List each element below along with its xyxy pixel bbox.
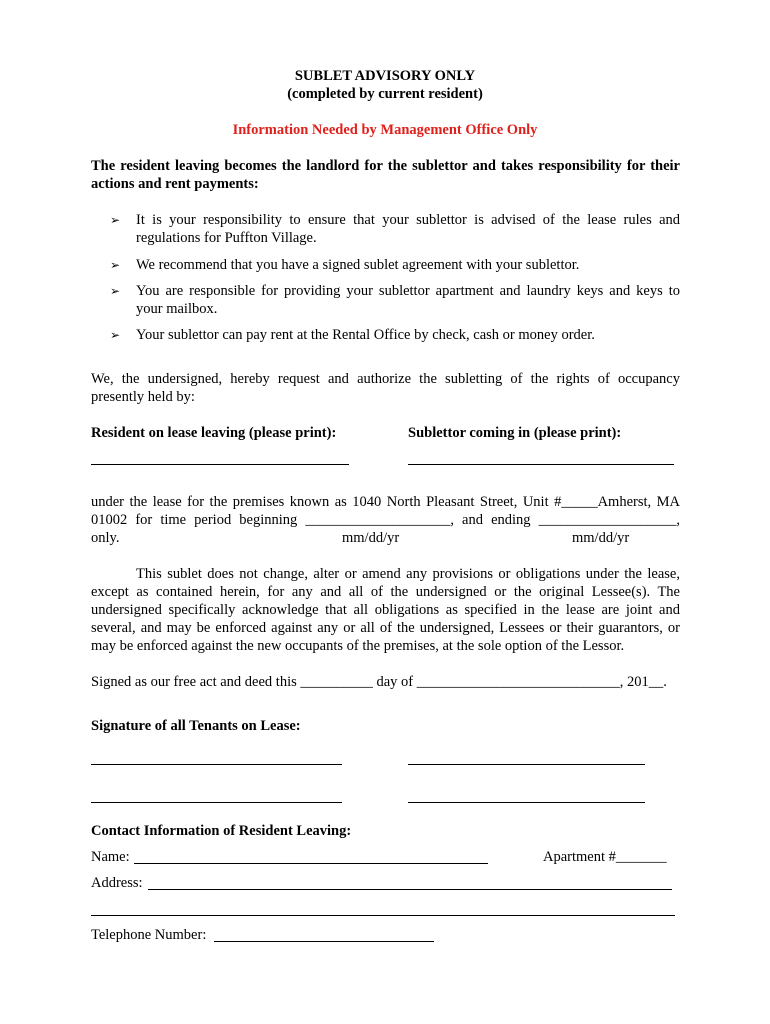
tenant-signature-field-1[interactable] — [91, 764, 342, 765]
premises-line-3: only. — [91, 530, 120, 546]
bullet-arrow-icon: ➢ — [110, 328, 121, 342]
start-date-hint: mm/dd/yr — [342, 530, 400, 546]
tenant-signature-field-4[interactable] — [408, 802, 645, 803]
telephone-label: Telephone Number: — [91, 927, 207, 943]
tenant-signature-field-2[interactable] — [408, 764, 645, 765]
address-label: Address: — [91, 875, 143, 891]
bullet-arrow-icon: ➢ — [110, 284, 121, 298]
office-notice: Information Needed by Management Office Only — [232, 122, 538, 138]
sublettor-name-field[interactable] — [408, 464, 674, 465]
terms-line-4: several, and may be enforced against any or all of the undersigned, Lessees or their guarantors, or — [91, 620, 680, 636]
page-subtitle: (completed by current resident) — [287, 86, 483, 102]
address-field-line-2[interactable] — [91, 915, 675, 916]
premises-line-2: 01002 for time period beginning ____________________, and ending ___________________, — [91, 512, 680, 528]
bullet-2: We recommend that you have a signed sublet agreement with your sublettor. — [136, 257, 580, 273]
premises-line-1: under the lease for the premises known as 1040 North Pleasant Street, Unit #_____Amherst, MA — [91, 494, 680, 510]
end-date-hint: mm/dd/yr — [572, 530, 630, 546]
bullet-3-line-1: You are responsible for providing your sublettor apartment and laundry keys and keys to — [136, 283, 680, 299]
page-title: SUBLET ADVISORY ONLY — [294, 68, 476, 84]
bullet-3-line-2: your mailbox. — [136, 301, 218, 317]
authorization-line-1: We, the undersigned, hereby request and authorize the subletting of the rights of occupancy — [91, 371, 680, 387]
name-label: Name: — [91, 849, 130, 865]
contact-heading: Contact Information of Resident Leaving: — [91, 823, 352, 839]
bullet-arrow-icon: ➢ — [110, 258, 121, 272]
name-field[interactable] — [134, 863, 488, 864]
address-field[interactable] — [148, 889, 672, 890]
bullet-arrow-icon: ➢ — [110, 213, 121, 227]
authorization-line-2: presently held by: — [91, 389, 195, 405]
bullet-1-line-1: It is your responsibility to ensure that your sublettor is advised of the lease rules and — [136, 212, 680, 228]
terms-line-1: This sublet does not change, alter or amend any provisions or obligations under the lease, — [136, 566, 680, 582]
telephone-field[interactable] — [214, 941, 434, 942]
resident-leaving-label: Resident on lease leaving (please print): — [91, 425, 337, 441]
intro-line-2: actions and rent payments: — [91, 176, 259, 192]
terms-line-3: undersigned specifically acknowledge that all obligations as specified in the lease are joint and — [91, 602, 680, 618]
intro-line-1: The resident leaving becomes the landlord for the sublettor and takes responsibility for their — [91, 158, 680, 174]
sublettor-label: Sublettor coming in (please print): — [408, 425, 622, 441]
terms-line-5: may be enforced against the new occupants of the premises, at the sole option of the Lessor. — [91, 638, 625, 654]
signatures-heading: Signature of all Tenants on Lease: — [91, 718, 301, 734]
bullet-1-line-2: regulations for Puffton Village. — [136, 230, 317, 246]
signed-date-line: Signed as our free act and deed this __________ day of ____________________________, 201__. — [91, 674, 667, 690]
apartment-label: Apartment #_______ — [543, 849, 667, 865]
tenant-signature-field-3[interactable] — [91, 802, 342, 803]
resident-name-field[interactable] — [91, 464, 349, 465]
terms-line-2: except as contained herein, for any and all of the undersigned or the original Lessee(s). The — [91, 584, 680, 600]
bullet-4: Your sublettor can pay rent at the Rental Office by check, cash or money order. — [136, 327, 595, 343]
